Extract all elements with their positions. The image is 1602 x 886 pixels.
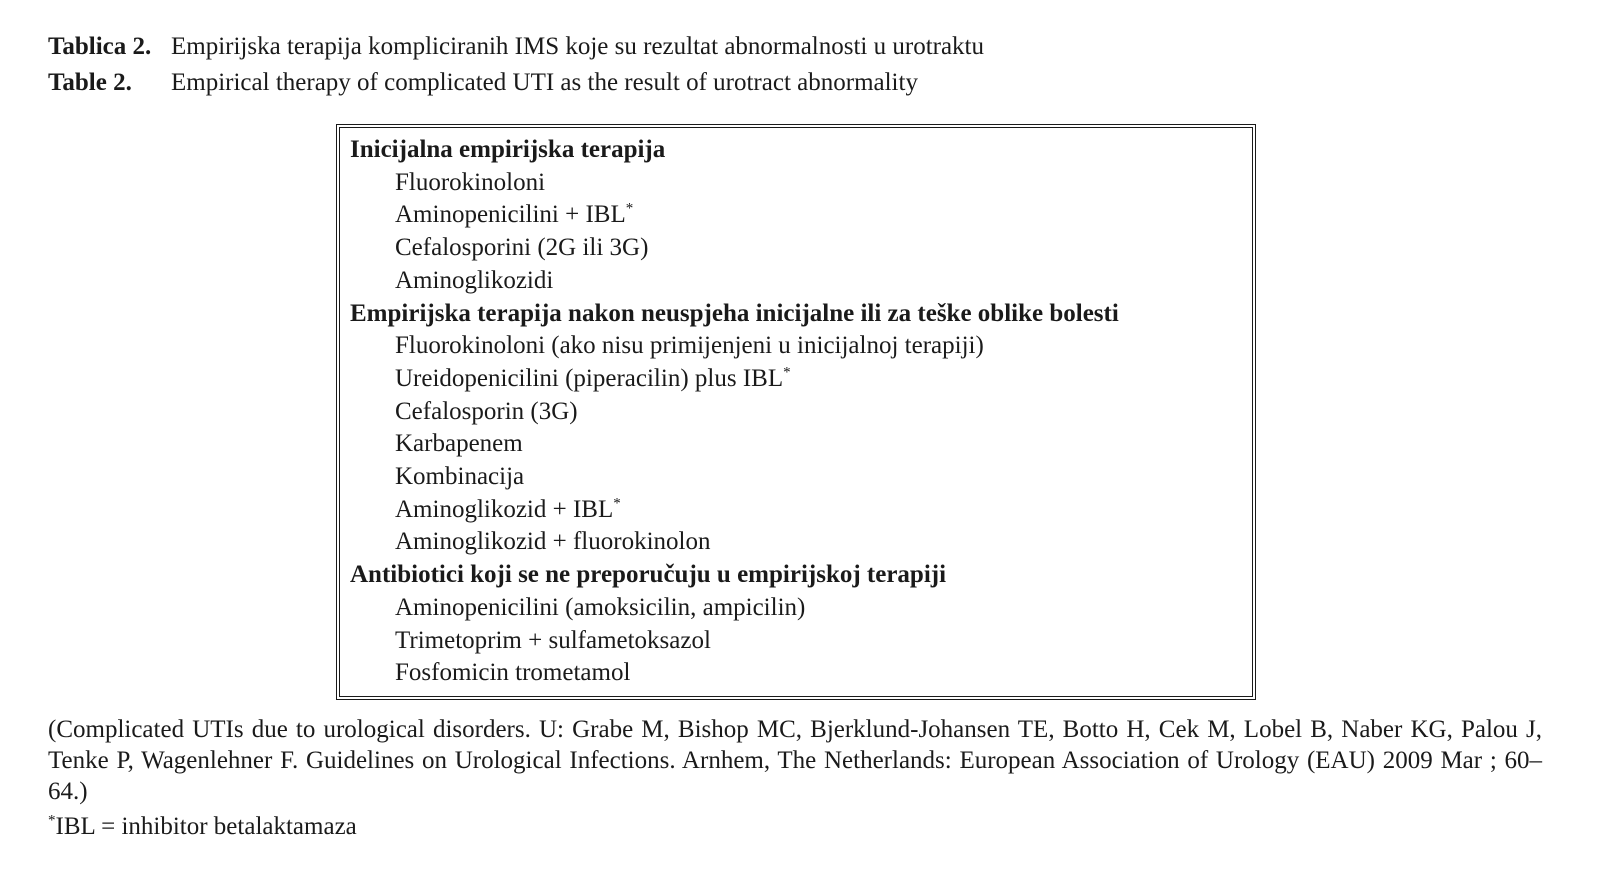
list-item bbox=[350, 461, 1252, 494]
list-item bbox=[350, 526, 1252, 559]
item-text: Aminopenicilini (amoksicilin, ampicilin) bbox=[395, 593, 806, 621]
item-footnote-mark: * bbox=[625, 201, 634, 218]
item-text: Aminoglikozid + IBL bbox=[395, 495, 614, 523]
list-item bbox=[350, 363, 1252, 396]
item-text: Cefalosporin (3G) bbox=[395, 397, 578, 425]
list-item bbox=[350, 265, 1252, 298]
list-item bbox=[350, 494, 1252, 527]
footnote-text: IBL = inhibitor betalaktamaza bbox=[55, 813, 357, 840]
section-heading: Empirijska terapija nakon neuspjeha inicijalne ili za teške oblike bolesti bbox=[350, 299, 1119, 327]
list-item bbox=[350, 167, 1252, 200]
item-text: Fluorokinoloni (ako nisu primijenjeni u inicijalnoj terapiji) bbox=[395, 332, 984, 360]
item-text: Cefalosporini (2G ili 3G) bbox=[395, 234, 649, 262]
caption-label-english: Table 2. bbox=[48, 69, 132, 96]
caption-label-croatian: Tablica 2. bbox=[48, 33, 152, 60]
item-text: Aminoglikozid + fluorokinolon bbox=[395, 528, 711, 556]
footnote bbox=[48, 812, 357, 842]
list-item bbox=[350, 199, 1252, 232]
section-heading: Antibiotici koji se ne preporučuju u empirijskoj terapiji bbox=[350, 561, 947, 589]
list-item bbox=[350, 232, 1252, 265]
list-item bbox=[350, 396, 1252, 429]
table-caption-english bbox=[48, 68, 918, 98]
item-text: Aminoglikozidi bbox=[395, 266, 554, 294]
item-footnote-mark: * bbox=[783, 364, 791, 381]
source-citation: (Complicated UTIs due to urological disorders. U: Grabe M, Bishop MC, Bjerklund-Johansen TE, Botto H, Cek M, Lobel B, Naber KG, Palou J, Tenke P, Wagenlehner F. Guidelines on Urological Infections. Arnhem, The Netherlands: European Association of Urology (EAU) 2009 Mar ; 60–64.) bbox=[48, 716, 1542, 805]
item-text: Ureidopenicilini (piperacilin) plus IBL bbox=[395, 364, 784, 392]
caption-text-english: Empirical therapy of complicated UTI as the result of urotract abnormality bbox=[171, 69, 918, 96]
item-text: Kombinacija bbox=[395, 463, 525, 491]
item-text: Fluorokinoloni bbox=[395, 168, 546, 196]
caption-text-croatian: Empirijska terapija kompliciranih IMS koje su rezultat abnormalnosti u urotraktu bbox=[171, 33, 985, 60]
list-item bbox=[350, 657, 1252, 690]
list-item bbox=[350, 592, 1252, 625]
table-section bbox=[350, 298, 1252, 560]
list-item bbox=[350, 330, 1252, 363]
item-text: Aminopenicilini + IBL bbox=[395, 201, 626, 229]
item-text: Trimetoprim + sulfametoksazol bbox=[395, 626, 711, 654]
item-footnote-mark: * bbox=[613, 495, 621, 512]
table-caption-croatian bbox=[48, 32, 984, 62]
table-section bbox=[350, 134, 1252, 298]
list-item bbox=[350, 428, 1252, 461]
item-text: Fosfomicin trometamol bbox=[395, 659, 631, 687]
section-heading: Inicijalna empirijska terapija bbox=[350, 136, 666, 163]
therapy-table bbox=[336, 124, 1256, 700]
table-section bbox=[350, 559, 1252, 690]
list-item bbox=[350, 625, 1252, 658]
footnote-mark: * bbox=[48, 812, 56, 829]
item-text: Karbapenem bbox=[395, 430, 523, 458]
